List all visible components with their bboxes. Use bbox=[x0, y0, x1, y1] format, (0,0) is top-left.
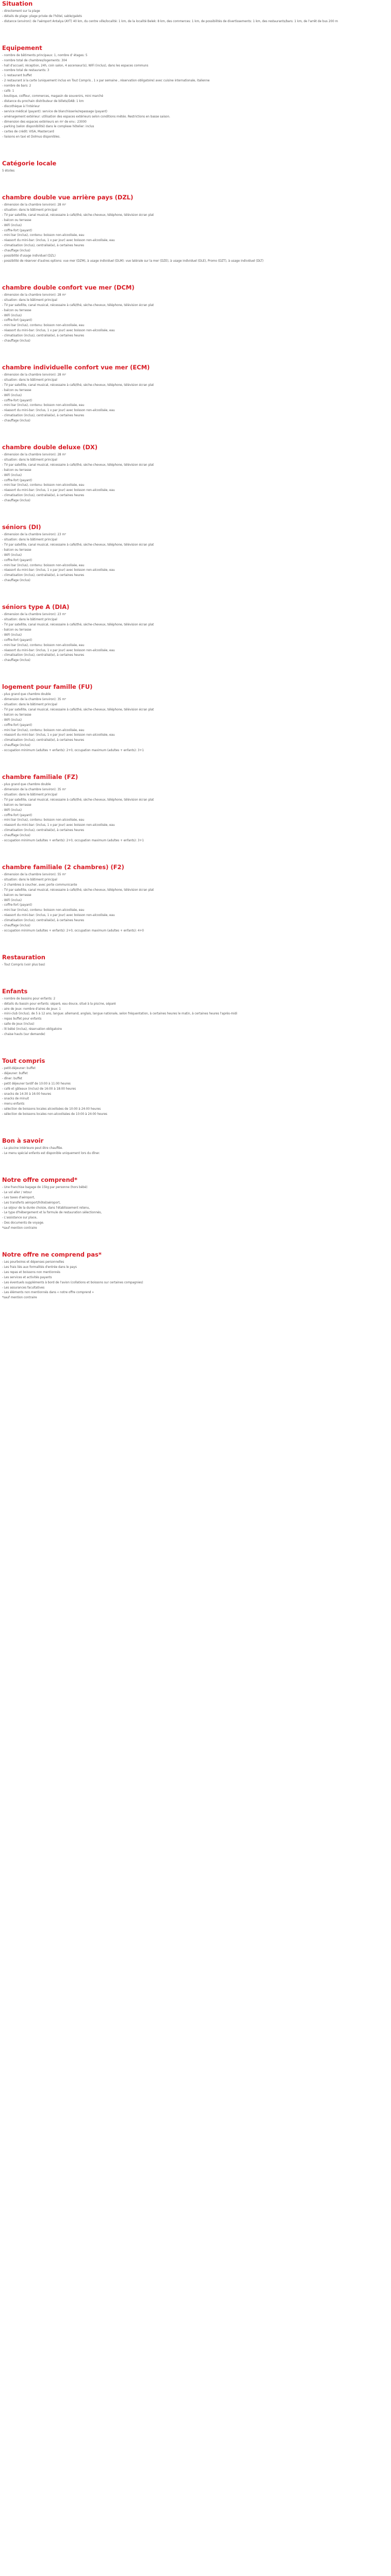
list-item: - hall d'accueil, réception, 24h, coin salon, 4 ascenseur(s), WiFi (inclus), dans les espaces communs bbox=[2, 64, 149, 67]
section-equipement bbox=[2, 44, 388, 140]
list-item: - nombre de bars: 2 bbox=[2, 84, 31, 88]
list-item: - balcon ou terrasse bbox=[2, 309, 31, 312]
list-item: - réassort du mini-bar: (inclus, 1 x par jour) avec boisson non-alcoolisée, eau bbox=[2, 489, 115, 493]
list-item: - TV par satellite, canal musical, nécessaire à café/thé, sèche-cheveux, téléphone, télévision écran plat bbox=[2, 798, 154, 802]
list-item: - Des documents de voyage. bbox=[2, 1222, 44, 1225]
list-item: - TV par satellite, canal musical, nécessaire à café/thé, sèche-cheveux, téléphone, télévision écran plat bbox=[2, 213, 154, 217]
list-item: - snacks de minuit bbox=[2, 1097, 29, 1101]
section-items bbox=[2, 9, 388, 25]
list-item: - lit bébé (inclus), réservation obligatoire bbox=[2, 1028, 62, 1031]
list-item: - Les éléments non mentionnés dans « notre offre comprend » bbox=[2, 1291, 94, 1295]
list-item: - parking (selon disponibilité) dans le complexe hôtelier: inclus bbox=[2, 125, 94, 129]
list-item: - mini bar (inclus), contenu: boisson non-alcoolisée, eau bbox=[2, 484, 85, 487]
list-item: - WiFi (inclus) bbox=[2, 633, 22, 637]
list-item: - balcon ou terrasse bbox=[2, 803, 31, 807]
section-dx bbox=[2, 444, 388, 504]
list-item: - détails du bassin pour enfants: séparé, eau douce, situé à la piscine, séparé bbox=[2, 1002, 116, 1006]
section-title: chambre familiale (FZ) bbox=[2, 773, 78, 781]
list-item: - Une franchise bagage de 15kg par personne (hors bébé) bbox=[2, 1185, 88, 1189]
list-item: - dimension de la chambre (environ): 23 m² bbox=[2, 533, 67, 537]
list-item: - balcon ou terrasse bbox=[2, 713, 31, 717]
section-title: Restauration bbox=[2, 953, 45, 961]
list-item: - dimension de la chambre (environ): 35 m² bbox=[2, 698, 67, 702]
list-item: - La piscine intérieure peut être chauffée. bbox=[2, 1147, 63, 1150]
list-item: - situation: dans le bâtiment principal bbox=[2, 458, 57, 462]
list-item: - occupation minimum (adultes + enfants): 2+0, occupation maximum (adultes + enfants): 3+1 bbox=[2, 839, 144, 843]
list-item: - mini bar (inclus), contenu: boisson non-alcoolisée, eau bbox=[2, 728, 85, 732]
section-fu bbox=[2, 683, 388, 754]
list-item: - WiFi (inclus) bbox=[2, 808, 22, 812]
list-item: - WiFi (inclus) bbox=[2, 899, 22, 902]
list-item: - boutique, coiffeur, commerces, magasin de souvenirs, mini marché bbox=[2, 94, 104, 98]
list-item: - TV par satellite, canal musical, nécessaire à café/thé, sèche-cheveux, téléphone, télévision écran plat bbox=[2, 543, 154, 547]
list-item: - WiFi (inclus) bbox=[2, 473, 22, 477]
list-item: - TV par satellite, canal musical, nécessaire à café/thé, sèche-cheveux, téléphone, télévision écran plat bbox=[2, 303, 154, 307]
section-items bbox=[2, 533, 388, 584]
list-item: - café: 1 bbox=[2, 90, 14, 93]
list-item: - TV par satellite, canal musical, nécessaire à café/thé, sèche-cheveux, téléphone, télévision écran plat bbox=[2, 383, 154, 387]
section-ecm bbox=[2, 364, 388, 424]
section-items bbox=[2, 1146, 388, 1157]
list-item: - coffre-fort (payant) bbox=[2, 558, 32, 562]
footnote: *sauf mention contraire bbox=[2, 1227, 37, 1230]
section-title: Equipement bbox=[2, 44, 42, 52]
section-title: logement pour famille (FU) bbox=[2, 683, 93, 691]
list-item: - balcon ou terrasse bbox=[2, 893, 31, 897]
list-item: - Les taxes d'aéroport, bbox=[2, 1196, 35, 1199]
list-item: - coffre-fort (payant) bbox=[2, 229, 32, 232]
section-tout-compris bbox=[2, 1057, 388, 1117]
list-item: - balcon ou terrasse bbox=[2, 388, 31, 392]
list-item: - mini bar (inclus), contenu: boisson non-alcoolisée, eau bbox=[2, 909, 85, 912]
list-item: - 2 restaurant à la carte (uniquement inclus en Tout Compris , 1 x par semaine , réservation obligatoire) avec cuisine internationale, italienne bbox=[2, 79, 210, 83]
list-item: - WiFi (inclus) bbox=[2, 394, 22, 397]
list-item: - chaise hauts (sur demande) bbox=[2, 1033, 45, 1037]
list-item: - Le séjour de la durée choisie, dans l'établissement retenu, bbox=[2, 1206, 90, 1210]
list-item: - déjeuner: buffet bbox=[2, 1072, 28, 1075]
footnote: *sauf mention contraire bbox=[2, 1296, 37, 1300]
list-item: - coffre-fort (payant) bbox=[2, 814, 32, 817]
section-items bbox=[2, 54, 388, 140]
section-items bbox=[2, 997, 388, 1038]
list-item: - situation: dans le bâtiment principal bbox=[2, 703, 57, 707]
list-item: - mini bar (inclus), contenu: boisson non-alcoolisée, eau bbox=[2, 643, 85, 647]
list-item: - WiFi (inclus) bbox=[2, 553, 22, 557]
list-item: - salle de jeux (inclus) bbox=[2, 1023, 35, 1026]
list-item: - réassort du mini-bar: (inclus, 1 x par jour) avec boisson non-alcoolisée, eau bbox=[2, 649, 115, 652]
list-item: - climatisation (inclus), centralisé(e), à certaines heures bbox=[2, 574, 84, 578]
list-item: - réassort du mini-bar: (inclus, 1 x par jour) avec boisson non-alcoolisée, eau bbox=[2, 734, 115, 737]
list-item: - chauffage (inclus) bbox=[2, 924, 30, 928]
list-item: - dimension des espaces extérieurs en m² de env.: 23000 bbox=[2, 120, 87, 124]
list-item: - Les repas et boissons non mentionnés bbox=[2, 1270, 60, 1274]
list-item: - occupation minimum (adultes + enfants): 2+0, occupation maximum (adultes + enfants): 3+1 bbox=[2, 749, 144, 753]
list-item: - nombre total de chambres/logements: 304 bbox=[2, 59, 67, 62]
section-categorie bbox=[2, 160, 388, 174]
list-item: - chauffage (inclus) bbox=[2, 579, 30, 583]
list-item: - mini bar (inclus), contenu: boisson non-alcoolisée, eau bbox=[2, 234, 85, 238]
list-item: - réassort du mini-bar: (inclus, 1 x par jour) avec boisson non-alcoolisée, eau bbox=[2, 824, 115, 827]
list-item: - café et gâteaux (inclus) de 16:00 à 18:00 heures bbox=[2, 1087, 76, 1091]
list-item: - snacks de 14:30 à 16:00 heures bbox=[2, 1092, 52, 1096]
list-item: - détails de plage: plage privée de l'hôtel, sable/galets bbox=[2, 14, 82, 18]
section-fz bbox=[2, 773, 388, 844]
list-item: - réassort du mini-bar: (inclus, 1 x par jour) avec boisson non-alcoolisée, eau bbox=[2, 914, 115, 918]
list-item: - coffre-fort (payant) bbox=[2, 723, 32, 727]
list-item: - Les éventuels suppléments à bord de l'avion (collations et boissons sur certaines compagnies) bbox=[2, 1281, 143, 1284]
section-title: séniors type A (DIA) bbox=[2, 603, 70, 611]
list-item: - dimension de la chambre (environ): 23 m² bbox=[2, 613, 67, 617]
list-item: - dimension de la chambre (environ): 28 m² bbox=[2, 453, 67, 457]
list-item: - Les transferts aéroport/hôtel/aéroport, bbox=[2, 1201, 61, 1205]
list-item: - situation: dans le bâtiment principal bbox=[2, 298, 57, 302]
section-title: Enfants bbox=[2, 987, 28, 995]
list-item: - mini bar (inclus), contenu: boisson non-alcoolisée, eau bbox=[2, 819, 85, 822]
list-item: - mini bar (inclus), contenu: boisson non-alcoolisée, eau bbox=[2, 404, 85, 408]
section-dzl bbox=[2, 194, 388, 264]
section-restauration bbox=[2, 954, 388, 968]
list-item: - situation: dans le bâtiment principal bbox=[2, 878, 57, 882]
section-items bbox=[2, 1260, 388, 1296]
list-item: - Les frais liés aux formalités d'entrée dans le pays bbox=[2, 1265, 77, 1269]
section-title: chambre double deluxe (DX) bbox=[2, 444, 98, 451]
list-item: - repas buffet pour enfants bbox=[2, 1018, 42, 1021]
section-items bbox=[2, 1066, 388, 1117]
list-item: - chauffage (inclus) bbox=[2, 499, 30, 503]
section-title: Catégorie locale bbox=[2, 160, 57, 167]
list-item: - petit déjeuner tardif de 10:00 à 11:00 heures bbox=[2, 1082, 71, 1086]
list-item: - possibilité de réserver d'autres options: vue mer (DZM), à usage individuel (DLM): vue latérale sur la mer (DZE), à usage individuel (DLE), Promo (DZT), à usage individuel (DLT) bbox=[2, 260, 264, 263]
list-item: - WiFi (inclus) bbox=[2, 314, 22, 317]
section-title: Notre offre comprend* bbox=[2, 1176, 78, 1183]
list-item: - balcon ou terrasse bbox=[2, 548, 31, 552]
list-item: - Les assurances facultatives bbox=[2, 1286, 45, 1290]
list-item: - Le menu spécial enfants est disponible uniquement lors du dîner. bbox=[2, 1151, 100, 1155]
section-title: chambre double vue arrière pays (DZL) bbox=[2, 194, 134, 201]
section-title: chambre individuelle confort vue mer (ECM) bbox=[2, 363, 150, 371]
list-item: - climatisation (inclus), centralisé(e), à certaines heures bbox=[2, 334, 84, 338]
section-items bbox=[2, 873, 388, 934]
list-item: - mini bar (inclus), contenu: boisson non-alcoolisée, eau bbox=[2, 564, 85, 567]
list-item: - Les pourboires et dépenses personnelles bbox=[2, 1261, 64, 1264]
list-item: - chauffage (inclus) bbox=[2, 744, 30, 748]
list-item: - L'assistance sur place, bbox=[2, 1216, 38, 1220]
list-item: - 2 chambres à coucher, avec porte communicante bbox=[2, 883, 77, 887]
list-item: - climatisation (inclus), centralisé(e), à certaines heures bbox=[2, 919, 84, 923]
list-item: - coffre-fort (payant) bbox=[2, 479, 32, 482]
list-item: - chauffage (inclus) bbox=[2, 834, 30, 838]
section-items bbox=[2, 783, 388, 844]
list-item: - chauffage (inclus) bbox=[2, 340, 30, 343]
list-item: - mini-club (inclus), de 5 à 12 ans, langue: allemand, anglais, langue nationale, selon fréquentation, à certaines heures le matin, à certaines heures l'après-midi bbox=[2, 1012, 237, 1016]
list-item: - climatisation (inclus), centralisé(e), à certaines heures bbox=[2, 829, 84, 833]
list-item: - dimension de la chambre (environ): 28 m² bbox=[2, 204, 67, 207]
list-item: - 1 restaurant buffet bbox=[2, 74, 32, 78]
list-item: - coffre-fort (payant) bbox=[2, 319, 32, 323]
list-item: 5 étoiles bbox=[2, 170, 15, 173]
section-bon-savoir bbox=[2, 1137, 388, 1157]
section-situation bbox=[2, 0, 388, 25]
list-item: - dimension de la chambre (environ): 35 m² bbox=[2, 788, 67, 791]
section-di bbox=[2, 523, 388, 584]
list-item: - dîner: buffet bbox=[2, 1077, 22, 1080]
list-item: - menu enfants bbox=[2, 1103, 25, 1106]
list-item: - réassort du mini-bar: (inclus, 1 x par jour) avec boisson non-alcoolisée, eau bbox=[2, 239, 115, 243]
list-item: - Le vol aller / retour bbox=[2, 1191, 32, 1194]
section-f2 bbox=[2, 863, 388, 934]
section-items bbox=[2, 613, 388, 664]
list-item: - aire de jeux: nombre d'aires de jeux: 1 bbox=[2, 1007, 61, 1011]
list-item: - réassort du mini-bar: (inclus, 1 x par jour) avec boisson non-alcoolisée, eau bbox=[2, 329, 115, 333]
list-item: - WiFi (inclus) bbox=[2, 718, 22, 722]
list-item: - distance du prochain distributeur de billets/DAB: 1 km bbox=[2, 99, 84, 103]
section-offre-pas bbox=[2, 1251, 388, 1301]
section-items bbox=[2, 293, 388, 344]
section-items bbox=[2, 963, 388, 968]
list-item: - dimension de la chambre (environ): 28 m² bbox=[2, 293, 67, 297]
list-item: - dimension de la chambre (environ): 55 m² bbox=[2, 873, 67, 876]
list-item: - situation: dans le bâtiment principal bbox=[2, 538, 57, 541]
list-item: - TV par satellite, canal musical, nécessaire à café/thé, sèche-cheveux, téléphone, télévision écran plat bbox=[2, 708, 154, 711]
list-item: - balcon ou terrasse bbox=[2, 468, 31, 472]
list-item: - Tout Compris (voir plus bas) bbox=[2, 963, 45, 967]
list-item: - chauffage (inclus) bbox=[2, 419, 30, 423]
list-item: - nombre de bassins pour enfants: 2 bbox=[2, 997, 56, 1001]
list-item: - service médical (payant): service de blanchisserie/repassage (payant) bbox=[2, 110, 108, 113]
list-item: - sélection de boissons locales non-alcoolisées de 10:00 à 24:00 heures bbox=[2, 1113, 107, 1116]
section-title: chambre double confort vue mer (DCM) bbox=[2, 283, 135, 291]
section-items bbox=[2, 373, 388, 424]
list-item: - petit-déjeuner: buffet bbox=[2, 1067, 36, 1070]
list-item: - plus grand que chambre double bbox=[2, 783, 51, 787]
section-offre-comprend bbox=[2, 1176, 388, 1231]
section-title: séniors (DI) bbox=[2, 523, 41, 531]
section-title: Notre offre ne comprend pas* bbox=[2, 1251, 102, 1259]
list-item: - climatisation (inclus), centralisé(e), à certaines heures bbox=[2, 654, 84, 657]
list-item: - TV par satellite, canal musical, nécessaire à café/thé, sèche-cheveux, téléphone, télévision écran plat bbox=[2, 623, 154, 626]
list-item: - aménagement extérieur: utilisation des espaces extérieurs selon conditions météo. Restrictions en basse saison. bbox=[2, 115, 170, 118]
list-item: - coffre-fort (payant) bbox=[2, 399, 32, 402]
section-items bbox=[2, 692, 388, 754]
section-items bbox=[2, 169, 388, 174]
list-item: - situation: dans le bâtiment principal bbox=[2, 618, 57, 622]
list-item: - directement sur la plage bbox=[2, 10, 40, 13]
list-item: - situation: dans le bâtiment principal bbox=[2, 793, 57, 796]
list-item: - Les services et activités payants bbox=[2, 1276, 52, 1279]
list-item: - liaisons en taxi et Dolmus disponibles. bbox=[2, 135, 61, 139]
list-item: - situation: dans le bâtiment principal bbox=[2, 208, 57, 212]
list-item: - coffre-fort (payant) bbox=[2, 638, 32, 642]
list-item: - climatisation (inclus), centralisé(e), à certaines heures bbox=[2, 414, 84, 418]
list-item: - plus grand que chambre double bbox=[2, 693, 51, 697]
list-item: - chauffage (inclus) bbox=[2, 249, 30, 253]
section-dcm bbox=[2, 284, 388, 344]
list-item: - possibilité d'usage individuel (DZL) bbox=[2, 255, 56, 258]
section-title: Bon à savoir bbox=[2, 1137, 44, 1145]
section-dia bbox=[2, 603, 388, 664]
section-items bbox=[2, 203, 388, 264]
list-item: - balcon ou terrasse bbox=[2, 628, 31, 632]
section-items bbox=[2, 1185, 388, 1226]
section-title: Situation bbox=[2, 0, 33, 7]
list-item: - climatisation (inclus), centralisé(e), à certaines heures bbox=[2, 244, 84, 248]
list-item: - mini bar (inclus), contenu: boisson non-alcoolisée, eau bbox=[2, 324, 85, 328]
list-item: - nombre de bâtiments principaux: 1, nombre d' étages: 5 bbox=[2, 54, 88, 57]
section-title: chambre familiale (2 chambres) (F2) bbox=[2, 863, 124, 871]
list-item: - balcon ou terrasse bbox=[2, 218, 31, 222]
list-item: - coffre-fort (payant) bbox=[2, 904, 32, 907]
list-item: - réassort du mini-bar: (inclus, 1 x par jour) avec boisson non-alcoolisée, eau bbox=[2, 409, 115, 413]
list-item: - discothèque à l'intérieur bbox=[2, 105, 40, 108]
section-title: Tout compris bbox=[2, 1057, 45, 1064]
list-item: - climatisation (inclus), centralisé(e), à certaines heures bbox=[2, 739, 84, 742]
list-item: - cartes de crédit: VISA, Mastercard bbox=[2, 130, 54, 134]
list-item: - sélection de boissons locales alcoolisées de 10:00 à 24:00 heures bbox=[2, 1108, 101, 1111]
list-item: - WiFi (inclus) bbox=[2, 224, 22, 227]
list-item: - nombre total de restaurants: 3 bbox=[2, 69, 50, 73]
section-enfants bbox=[2, 988, 388, 1038]
list-item: - réassort du mini-bar: (inclus, 1 x par jour) avec boisson non-alcoolisée, eau bbox=[2, 569, 115, 572]
list-item: - TV par satellite, canal musical, nécessaire à café/thé, sèche-cheveux, téléphone, télévision écran plat bbox=[2, 463, 154, 467]
list-item: - dimension de la chambre (environ): 28 m² bbox=[2, 373, 67, 377]
section-items bbox=[2, 453, 388, 504]
list-item: - TV par satellite, canal musical, nécessaire à café/thé, sèche-cheveux, téléphone, télévision écran plat bbox=[2, 888, 154, 892]
list-item: - Le type d'hébergement et la formule de restauration sélectionnés, bbox=[2, 1211, 102, 1215]
list-item: - distance (environ): de l'aéroport Antalya (AYT) 40 km, du centre ville/localité: 1 km, de la localité Belek: 8 km, des commerces: 1 km, de possibilités de divertissements: 1 km, des restaurants/bars: 1 km, de l'arrêt de bus 200 m bbox=[2, 20, 338, 23]
list-item: - chauffage (inclus) bbox=[2, 659, 30, 663]
list-item: - climatisation (inclus), centralisé(e), à certaines heures bbox=[2, 494, 84, 498]
list-item: - situation: dans le bâtiment principal bbox=[2, 378, 57, 382]
list-item: - occupation minimum (adultes + enfants): 2+0, occupation maximum (adultes + enfants): 4+0 bbox=[2, 929, 144, 933]
